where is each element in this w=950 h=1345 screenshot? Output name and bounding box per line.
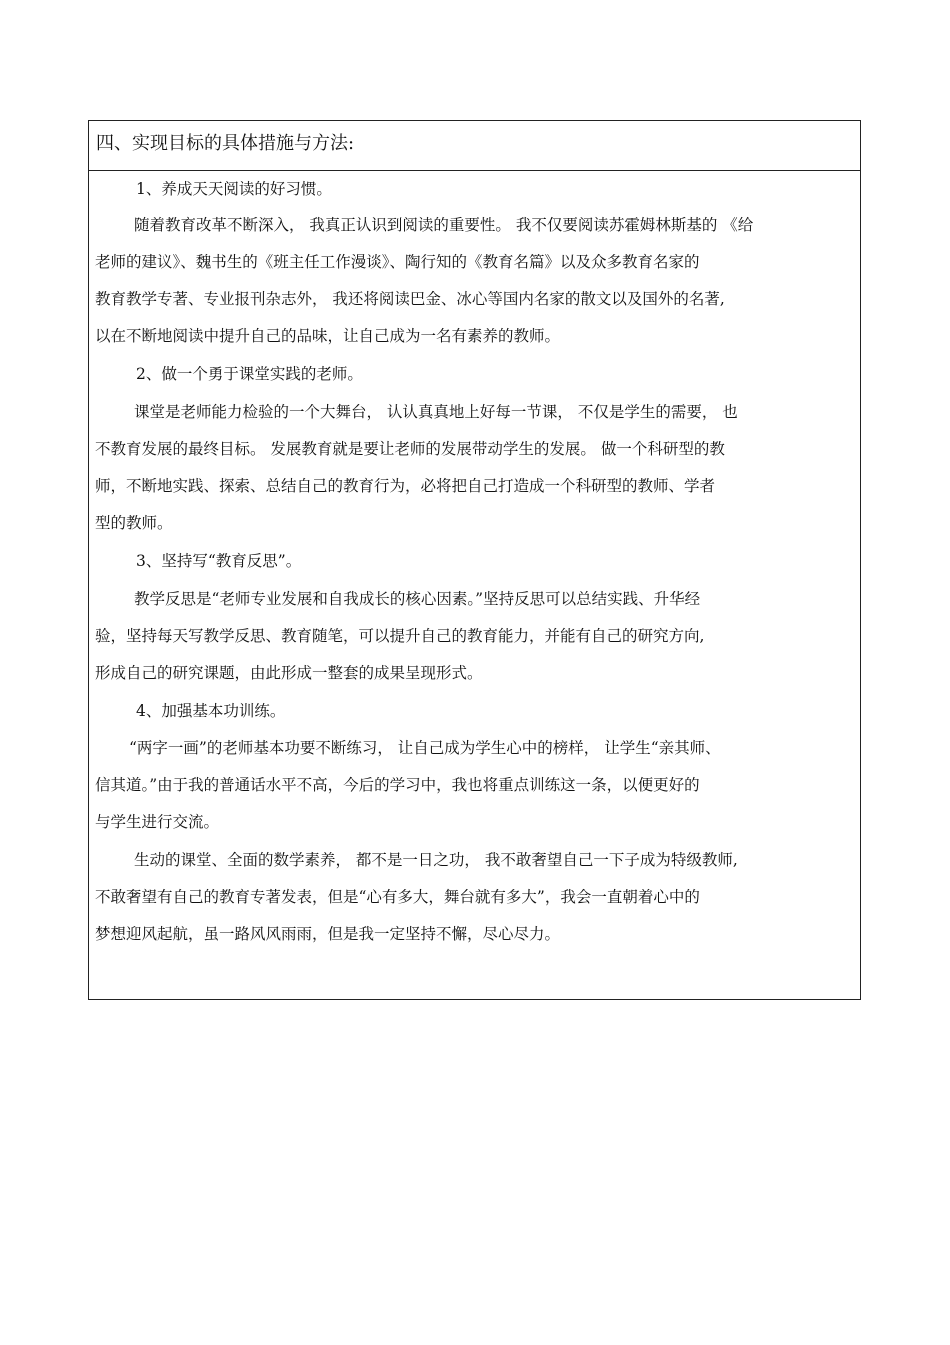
paragraph-line: 与学生进行交流。: [95, 813, 220, 831]
paragraph-line: 师，不断地实践、探索、总结自己的教育行为，必将把自己打造成一个科研型的教师、学者: [95, 477, 716, 495]
paragraph-line: 不教育发展的最终目标。 发展教育就是要让老师的发展带动学生的发展。 做一个科研型的教: [95, 440, 725, 458]
paragraph-line: 不敢奢望有自己的教育专著发表，但是“心有多大，舞台就有多大”，我会一直朝着心中的: [95, 888, 700, 906]
paragraph-line: “两字一画”的老师基本功要不断练习， 让自己成为学生心中的榜样， 让学生“亲其师、: [129, 739, 721, 757]
item-heading-3: 3、坚持写“教育反思”。: [136, 552, 302, 570]
paragraph-line: 老师的建议》、魏书生的《班主任工作漫谈》、陶行知的《教育名篇》以及众多教育名家的: [95, 253, 700, 271]
item-heading-1: 1、养成天天阅读的好习惯。: [136, 180, 332, 198]
paragraph-line: 随着教育改革不断深入， 我真正认识到阅读的重要性。 我不仅要阅读苏霍姆林斯基的 《给: [134, 216, 754, 234]
measures-table: [88, 120, 861, 1000]
paragraph-line: 型的教师。: [95, 514, 173, 532]
paragraph-line: 生动的课堂、全面的数学素养， 都不是一日之功， 我不敢奢望自己一下子成为特级教师,: [134, 851, 738, 869]
paragraph-line: 以在不断地阅读中提升自己的品味，让自己成为一名有素养的教师。: [95, 327, 561, 345]
paragraph-line: 梦想迎风起航，虽一路风风雨雨，但是我一定坚持不懈，尽心尽力。: [95, 925, 561, 943]
paragraph-line: 教学反思是“老师专业发展和自我成长的核心因素。”坚持反思可以总结实践、升华经: [134, 590, 701, 608]
paragraph-line: 信其道。”由于我的普通话水平不高，今后的学习中，我也将重点训练这一条，以便更好的: [95, 776, 700, 794]
item-heading-4: 4、加强基本功训练。: [136, 702, 286, 720]
paragraph-line: 课堂是老师能力检验的一个大舞台， 认认真真地上好每一节课， 不仅是学生的需要， 也: [134, 403, 738, 421]
section-title: 四、实现目标的具体措施与方法:: [96, 133, 355, 154]
section-header-row: [89, 121, 860, 171]
paragraph-line: 教育教学专著、专业报刊杂志外， 我还将阅读巴金、冰心等国内名家的散文以及国外的名著,: [95, 290, 725, 308]
paragraph-line: 验，坚持每天写教学反思、教育随笔，可以提升自己的教育能力，并能有自己的研究方向,: [95, 627, 705, 645]
item-heading-2: 2、做一个勇于课堂实践的老师。: [136, 365, 363, 383]
paragraph-line: 形成自己的研究课题，由此形成一整套的成果呈现形式。: [95, 664, 483, 682]
